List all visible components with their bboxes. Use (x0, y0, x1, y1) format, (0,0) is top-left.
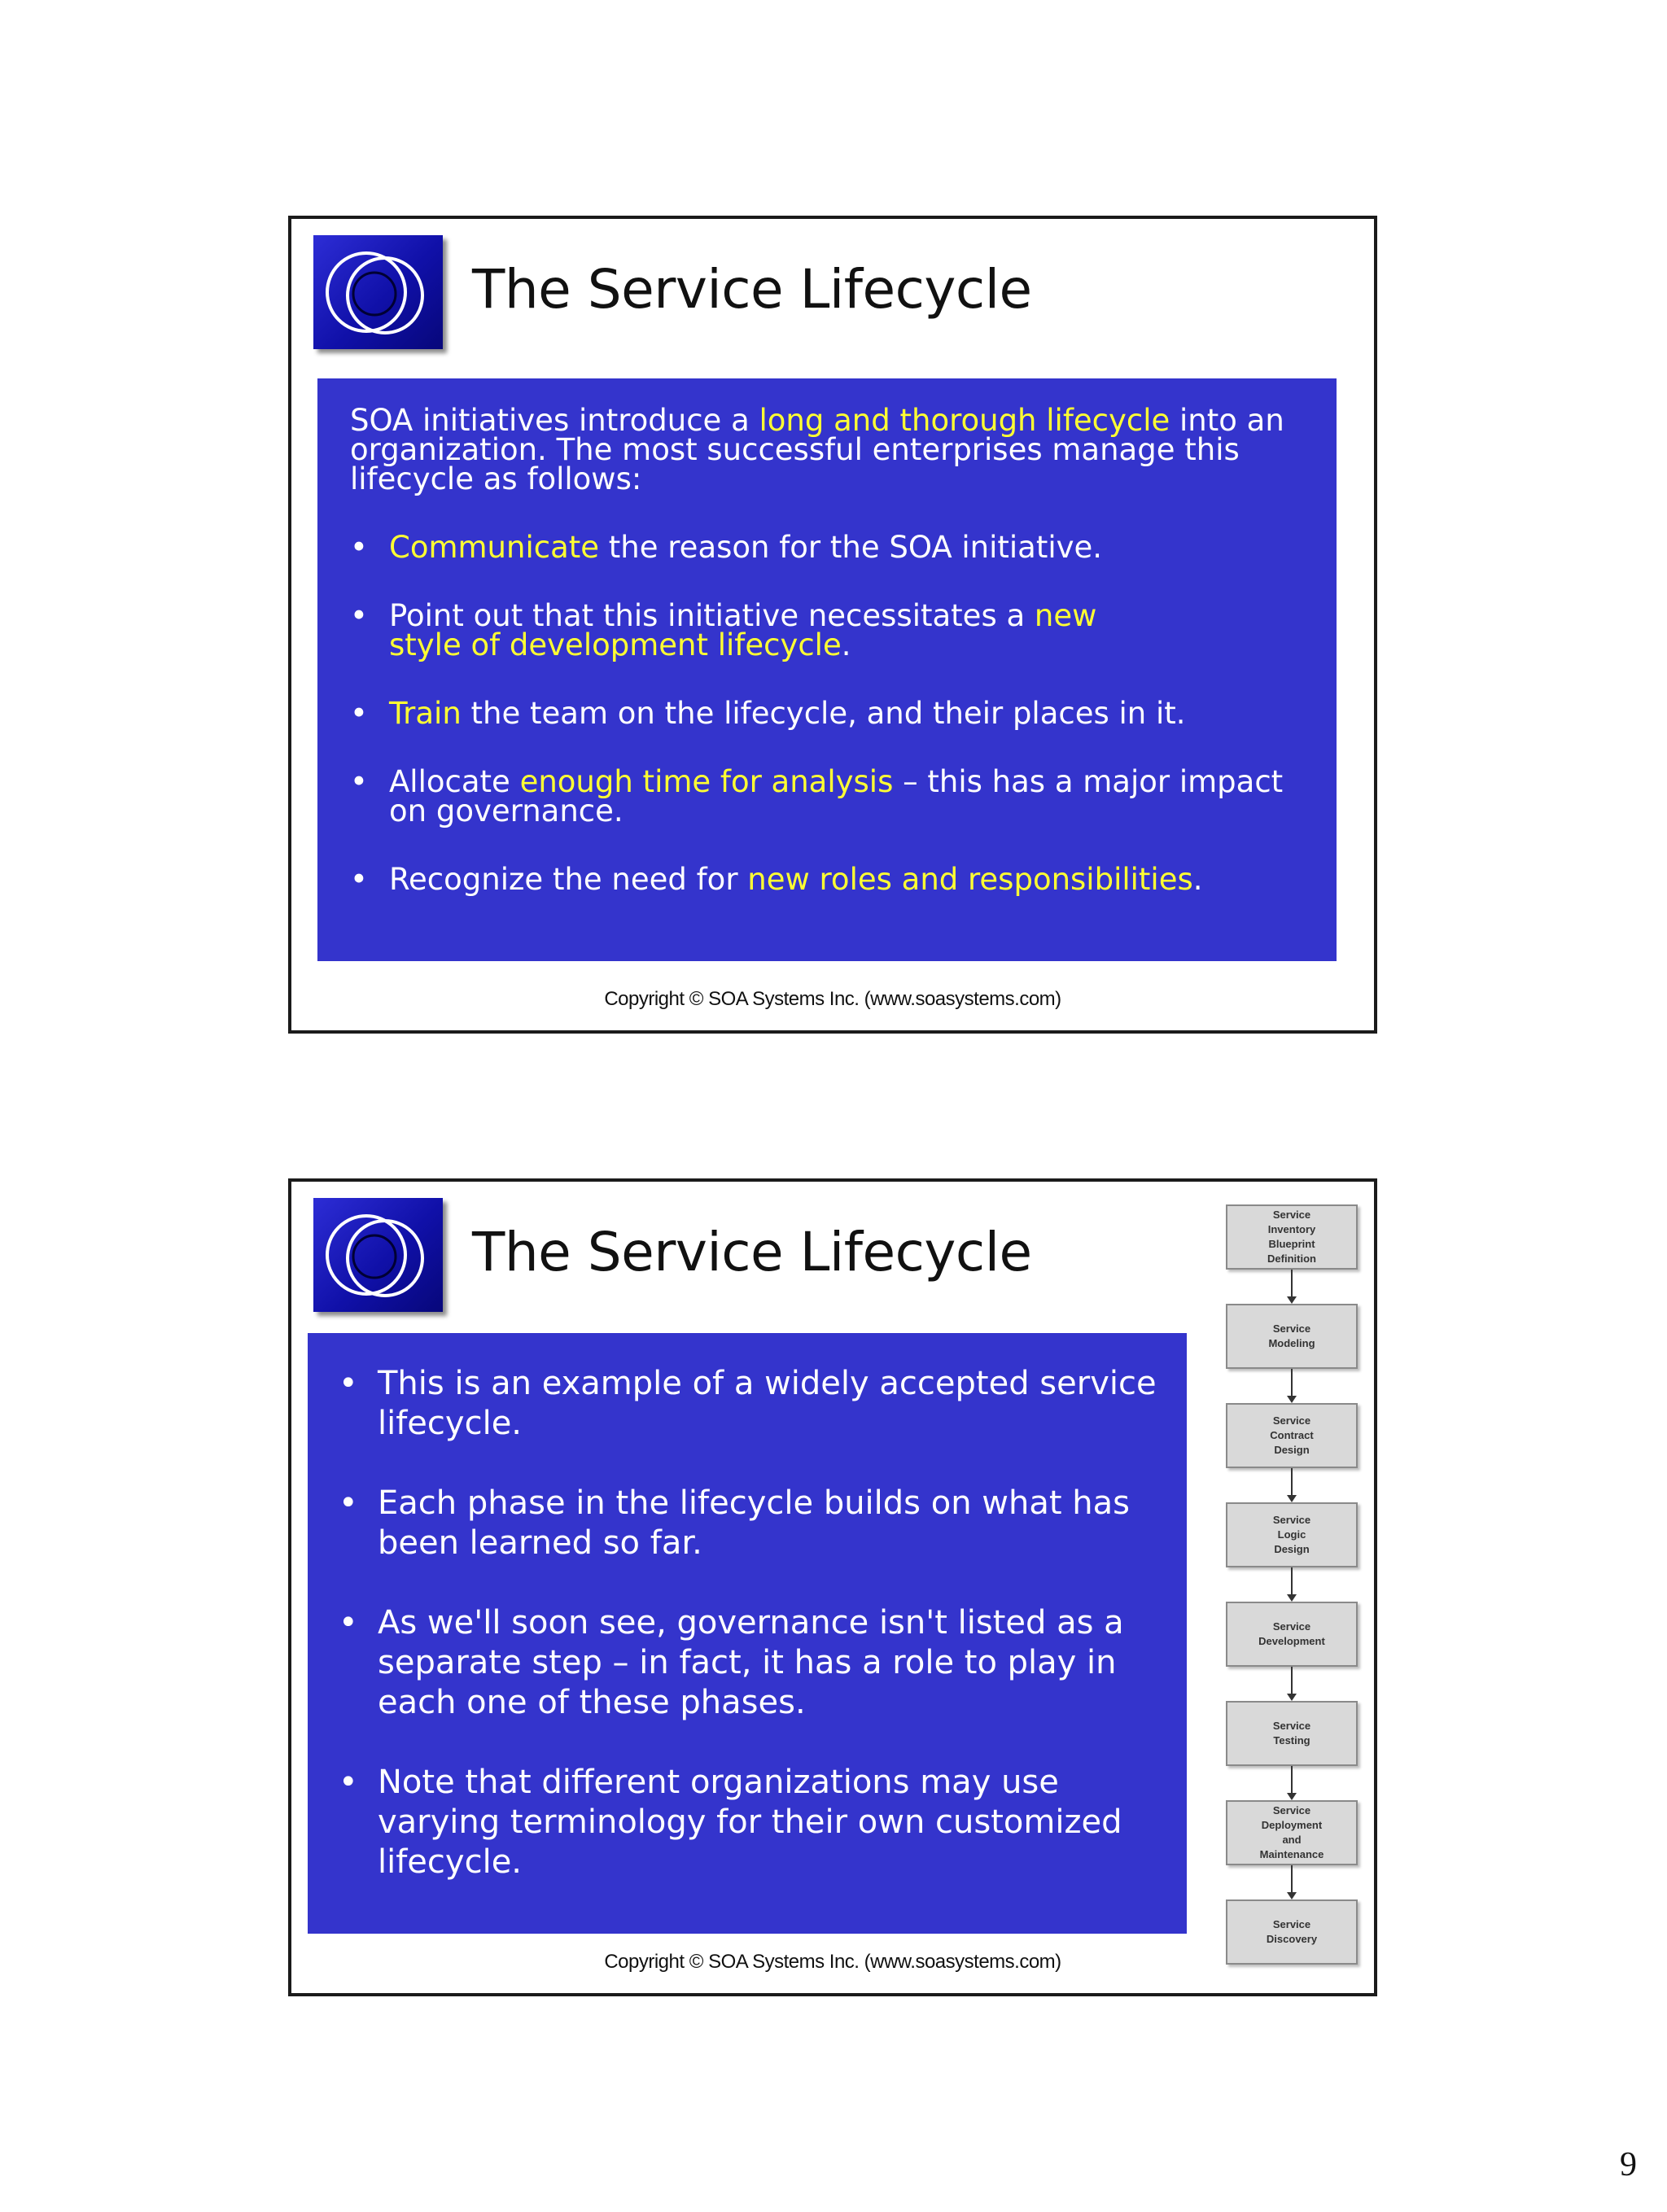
text-run: – this has a major impact on governance. (389, 764, 1284, 828)
text-run: . (841, 627, 851, 662)
down-arrow-icon (1291, 1369, 1293, 1401)
bullet-text: This is an example of a widely accepted service lifecycle. (378, 1365, 1157, 1442)
lifecycle-step: Service Testing (1226, 1701, 1358, 1766)
down-arrow-icon (1291, 1865, 1293, 1898)
highlighted-text: enough time for analysis (519, 764, 894, 799)
slide-title: The Service Lifecycle (472, 1221, 1032, 1283)
bullet-dot-icon: • (350, 696, 368, 731)
slide-title: The Service Lifecycle (472, 258, 1032, 321)
copyright-footer: Copyright © SOA Systems Inc. (www.soasystems.com) (604, 988, 1061, 1010)
text-run: SOA initiatives introduce a (350, 403, 759, 438)
content-panel (308, 1333, 1187, 1934)
interlocking-rings-logo-icon (313, 235, 443, 349)
highlighted-text: new roles and responsibilities (747, 862, 1193, 897)
copyright-footer: Copyright © SOA Systems Inc. (www.soasystems.com) (604, 1951, 1061, 1973)
bullet-dot-icon: • (350, 764, 368, 799)
text-run: the reason for the SOA initiative. (599, 530, 1103, 565)
bullet-dot-icon: • (339, 1604, 358, 1642)
bullet-dot-icon: • (339, 1764, 358, 1801)
bullet-dot-icon: • (350, 530, 368, 565)
bullet-dot-icon: • (339, 1365, 358, 1402)
down-arrow-icon (1291, 1270, 1293, 1302)
intro-paragraph (350, 403, 1294, 496)
text-run: . (1192, 862, 1203, 897)
lifecycle-step: Service Contract Design (1226, 1403, 1358, 1468)
slide-2 (288, 1178, 1377, 1996)
slide-1 (288, 216, 1377, 1034)
highlighted-text: Communicate (389, 530, 600, 565)
down-arrow-icon (1291, 1667, 1293, 1699)
lifecycle-flowchart (1219, 1204, 1361, 1978)
down-arrow-icon (1291, 1468, 1293, 1501)
text-run: Allocate (389, 764, 520, 799)
down-arrow-icon (1291, 1567, 1293, 1600)
bullet-text: As we'll soon see, governance isn't listed as a separate step – in fact, it has a role to play in each one of these phases. (378, 1604, 1124, 1721)
text-run: the team on the lifecycle, and their places in it. (461, 696, 1186, 731)
lifecycle-step: Service Development (1226, 1602, 1358, 1667)
lifecycle-step: Service Inventory Blueprint Definition (1226, 1204, 1358, 1270)
bullet-dot-icon: • (350, 862, 368, 897)
highlighted-text: new style of development lifecycle (389, 598, 1097, 662)
bullet-dot-icon: • (350, 598, 368, 633)
text-run: into an organization. The most successful enterprises manage this lifecycle as follows: (350, 403, 1284, 496)
page-number: 9 (1620, 2146, 1637, 2184)
down-arrow-icon (1291, 1766, 1293, 1799)
bullet-text: Each phase in the lifecycle builds on what has been learned so far. (378, 1484, 1130, 1562)
content-panel (317, 378, 1337, 961)
bullet-dot-icon: • (339, 1484, 358, 1522)
lifecycle-step: Service Deployment and Maintenance (1226, 1800, 1358, 1865)
text-run: Point out that this initiative necessitates a (389, 598, 1035, 633)
interlocking-rings-logo-icon (313, 1198, 443, 1312)
highlighted-text: Train (389, 696, 462, 731)
lifecycle-step: Service Modeling (1226, 1304, 1358, 1369)
lifecycle-step: Service Logic Design (1226, 1502, 1358, 1567)
text-run: Recognize the need for (389, 862, 748, 897)
bullet-text: Note that different organizations may use varying terminology for their own customized lifecycle. (378, 1764, 1122, 1881)
highlighted-text: long and thorough lifecycle (759, 403, 1170, 438)
lifecycle-step: Service Discovery (1226, 1899, 1358, 1965)
